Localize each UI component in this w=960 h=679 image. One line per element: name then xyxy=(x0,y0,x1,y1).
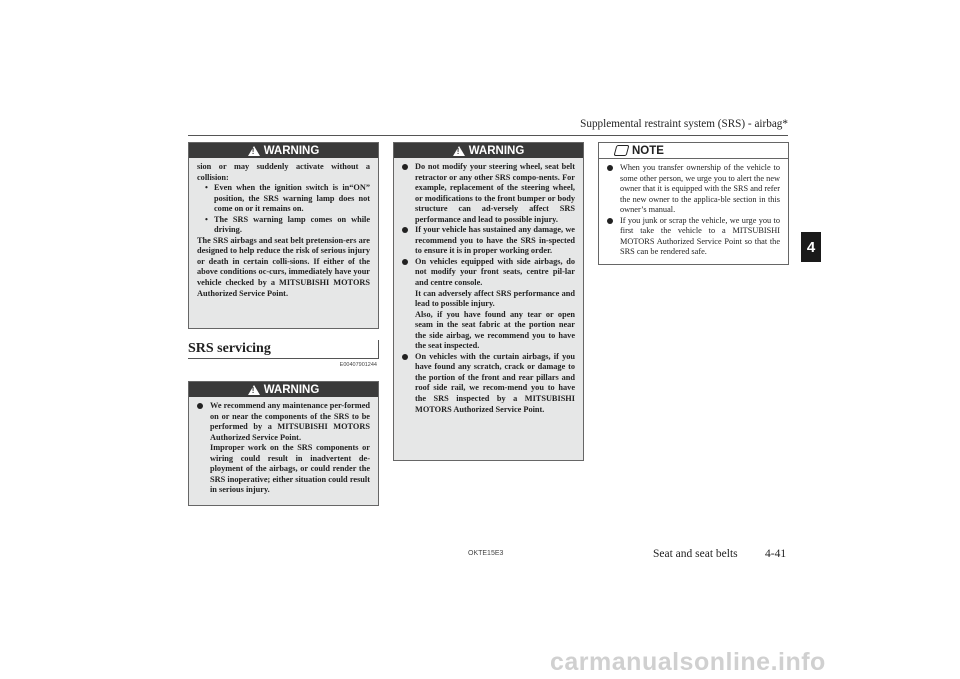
bullet-icon xyxy=(607,165,613,171)
footer-page-number: 4-41 xyxy=(765,548,787,560)
list-item: Also, if you have found any tear or open seam in the seat fabric at the portion near the side airbag, we recommend you to have the seat inspected. xyxy=(415,309,575,351)
list-item: If you junk or scrap the vehicle, we urge you to first take the vehicle to a MITSUBISHI MOTORS Authorized Service Point so that the SRS can be rendered safe. xyxy=(607,216,780,258)
list-item: When you transfer ownership of the vehicle to some other person, we urge you to alert the new owner that it is equipped with the SRS and refer the new owner to the applica-ble section in this owner’s manual. xyxy=(607,163,780,216)
warning-triangle-icon xyxy=(248,385,260,395)
warning-triangle-icon xyxy=(248,146,260,156)
list-item: Do not modify your steering wheel, seat belt retractor or any other SRS compo-nents. For example, replacement of the steering wheel, or modifications to the front bumper or body structure can ad-versely affect SRS performance and lead to possible injury. xyxy=(402,162,575,225)
watermark: carmanualsonline.info xyxy=(550,648,826,676)
document-code: OKTE15E3 xyxy=(468,550,504,557)
warning-header: ! WARNING xyxy=(394,143,583,158)
page-header-title: Supplemental restraint system (SRS) - airbag* xyxy=(580,118,788,130)
bullet-icon xyxy=(402,164,408,170)
list-item: Improper work on the SRS components or wiring could result in inadvertent de-ployment of the airbags, or could render the SRS inoperative; either situation could result in serious injury. xyxy=(210,443,370,495)
section-title: SRS servicing xyxy=(188,340,379,359)
header-rule xyxy=(188,135,788,136)
section-code: E00407901244 xyxy=(339,362,377,368)
warning-triangle-icon xyxy=(453,146,465,156)
bullet-icon xyxy=(607,218,613,224)
chapter-tab: 4 xyxy=(801,232,821,262)
list-item: If your vehicle has sustained any damage, we recommend you to have the SRS in-spected to ensure it is in proper working order. xyxy=(402,225,575,257)
note-box xyxy=(598,142,789,265)
warning-box-modifications xyxy=(393,142,584,461)
bullet-icon xyxy=(402,354,408,360)
list-item: • The SRS warning lamp comes on while driving. xyxy=(205,214,370,235)
note-icon xyxy=(614,145,630,156)
list-item: It can adversely affect SRS performance and lead to possible injury. xyxy=(415,288,575,309)
warning-outro: The SRS airbags and seat belt pretension-ers are designed to help reduce the risk of serious injury or death in certain colli-sions. If either of the above conditions oc-curs, immediately have your vehicle checked by a MITSUBISHI MOTORS Authorized Service Point. xyxy=(197,235,370,298)
warning-intro: sion or may suddenly activate without a collision: xyxy=(197,162,370,182)
warning-box-continued xyxy=(188,142,379,329)
list-item: On vehicles equipped with side airbags, do not modify your front seats, centre pil-lar and centre console. xyxy=(402,257,575,289)
list-item: On vehicles with the curtain airbags, if you have found any scratch, crack or damage to the portion of the front and rear pillars and roof side rail, we recom-mend you to have the SRS inspected by a MITSUBISHI MOTORS Authorized Service Point. xyxy=(402,352,575,415)
bullet-icon xyxy=(402,227,408,233)
list-item: We recommend any maintenance per-formed on or near the components of the SRS to be performed by a MITSUBISHI MOTORS Authorized Service Point. xyxy=(197,401,370,443)
footer-section: Seat and seat belts xyxy=(653,548,738,560)
bullet-icon xyxy=(197,403,203,409)
warning-header: ! WARNING xyxy=(189,382,378,397)
list-item: • Even when the ignition switch is in“ON” position, the SRS warning lamp does not come on or it remains on. xyxy=(205,183,370,214)
warning-box-servicing xyxy=(188,381,379,506)
bullet-icon xyxy=(402,259,408,265)
warning-header: ! WARNING xyxy=(189,143,378,158)
note-header: NOTE xyxy=(599,143,788,159)
